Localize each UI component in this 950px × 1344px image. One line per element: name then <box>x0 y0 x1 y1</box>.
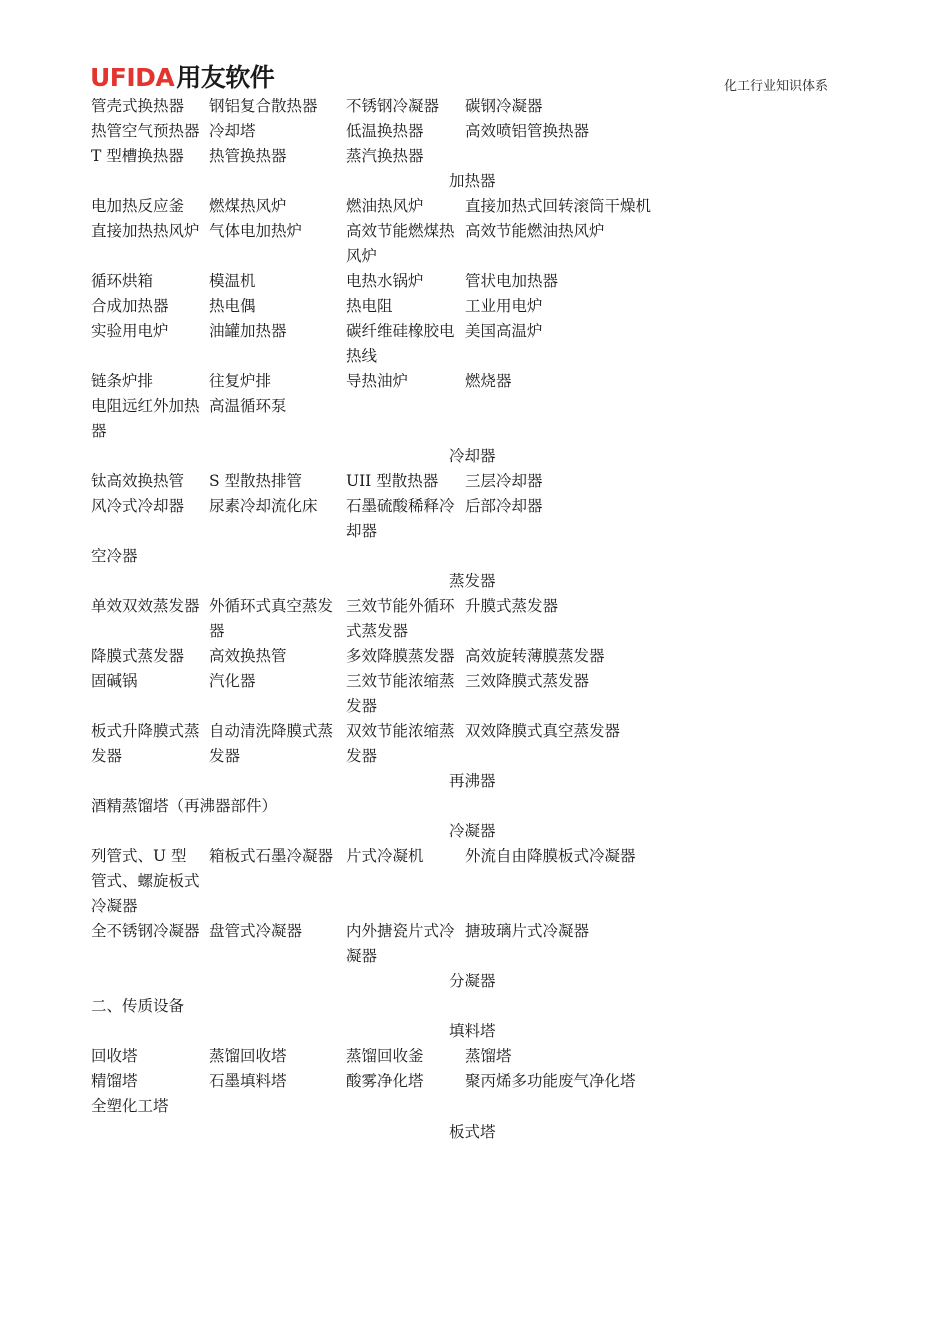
table-cell: 内外搪瓷片式冷凝器 <box>346 922 455 965</box>
table-cell: 双效降膜式真空蒸发器 <box>465 722 621 740</box>
table-cell: 固碱锅 <box>91 672 138 690</box>
table-cell <box>346 394 465 444</box>
table-cell: 回收塔 <box>91 1047 138 1065</box>
section-heading: 冷却器 <box>449 447 496 465</box>
document-category: 化工行业知识体系 <box>724 79 829 94</box>
table-cell: 直接加热热风炉 <box>91 222 200 240</box>
table-cell: 电阻远红外加热器 <box>91 397 200 440</box>
table-row <box>91 394 691 444</box>
table-cell: 后部冷却器 <box>465 497 543 515</box>
table-cell: 三效节能外循环式蒸发器 <box>346 597 455 640</box>
table-cell: 高温循环泵 <box>209 397 287 415</box>
section-heading: 分凝器 <box>449 972 496 990</box>
table-row <box>91 319 691 369</box>
table-cell: 石墨硫酸稀释冷却器 <box>346 497 455 540</box>
list-item: 二、传质设备 <box>91 997 185 1015</box>
table-cell: 气体电加热炉 <box>209 222 303 240</box>
table-cell: 板式升降膜式蒸发器 <box>91 722 200 765</box>
table-cell: 三层冷却器 <box>465 472 543 490</box>
equipment-list <box>91 94 691 1145</box>
table-row <box>91 219 691 269</box>
table-cell: 风冷式冷却器 <box>91 497 185 515</box>
table-row <box>91 369 691 394</box>
section-heading: 冷凝器 <box>449 822 496 840</box>
table-row <box>91 119 691 144</box>
table-cell: 外循环式真空蒸发器 <box>209 597 334 640</box>
table-cell: 合成加热器 <box>91 297 169 315</box>
table-cell: 热管空气预热器 <box>91 122 200 140</box>
list-item: 酒精蒸馏塔（再沸器部件） <box>91 797 278 815</box>
table-cell: UII 型散热器 <box>346 472 439 490</box>
table-row <box>91 844 691 919</box>
table-row <box>91 94 691 119</box>
table-cell: 导热油炉 <box>346 372 409 390</box>
table-cell: 蒸馏塔 <box>465 1047 512 1065</box>
table-cell: 多效降膜蒸发器 <box>346 647 455 665</box>
list-item: 全塑化工塔 <box>91 1097 169 1115</box>
table-cell: 箱板式石墨冷凝器 <box>209 847 334 865</box>
table-row <box>91 194 691 219</box>
table-cell: 三效降膜式蒸发器 <box>465 672 590 690</box>
table-cell: 列管式、U 型管式、螺旋板式冷凝器 <box>91 847 200 915</box>
table-cell: 升膜式蒸发器 <box>465 597 559 615</box>
table-row <box>91 669 691 719</box>
table-cell: 碳钢冷凝器 <box>465 97 543 115</box>
table-cell: 燃煤热风炉 <box>209 197 287 215</box>
table-cell: 不锈钢冷凝器 <box>346 97 440 115</box>
list-item: 空冷器 <box>91 547 138 565</box>
table-cell: 直接加热式回转滚筒干燥机 <box>465 197 652 215</box>
table-cell: 冷却塔 <box>209 122 256 140</box>
table-cell: 碳纤维硅橡胶电热线 <box>346 322 455 365</box>
table-cell: 三效节能浓缩蒸发器 <box>346 672 455 715</box>
table-cell: 酸雾净化塔 <box>346 1072 424 1090</box>
table-cell: 石墨填料塔 <box>209 1072 287 1090</box>
table-row <box>91 644 691 669</box>
table-cell: 高效换热管 <box>209 647 287 665</box>
table-cell: 钢铝复合散热器 <box>209 97 318 115</box>
table-cell: 热管换热器 <box>209 147 287 165</box>
table-row <box>91 144 691 169</box>
table-row <box>91 269 691 294</box>
table-cell: 燃油热风炉 <box>346 197 424 215</box>
table-cell: 美国高温炉 <box>465 322 543 340</box>
table-cell: 热电偶 <box>209 297 256 315</box>
table-cell: 蒸馏回收釜 <box>346 1047 424 1065</box>
table-cell: 电加热反应釜 <box>91 197 185 215</box>
table-cell: 外流自由降膜板式冷凝器 <box>465 847 636 865</box>
table-cell: 蒸馏回收塔 <box>209 1047 287 1065</box>
table-cell: 模温机 <box>209 272 256 290</box>
table-cell: 双效节能浓缩蒸发器 <box>346 722 455 765</box>
table-cell: 汽化器 <box>209 672 256 690</box>
table-cell: 实验用电炉 <box>91 322 169 340</box>
table-cell: 全不锈钢冷凝器 <box>91 922 200 940</box>
table-cell: 单效双效蒸发器 <box>91 597 200 615</box>
table-cell: 循环烘箱 <box>91 272 154 290</box>
section-heading: 加热器 <box>449 172 496 190</box>
table-cell: 管状电加热器 <box>465 272 559 290</box>
table-cell: 工业用电炉 <box>465 297 543 315</box>
table-row <box>91 1044 691 1069</box>
table-cell: 蒸汽换热器 <box>346 147 424 165</box>
table-cell: 精馏塔 <box>91 1072 138 1090</box>
table-cell: 自动清洗降膜式蒸发器 <box>209 722 334 765</box>
section-heading: 板式塔 <box>449 1123 496 1141</box>
section-heading: 再沸器 <box>449 772 496 790</box>
table-cell: S 型散热排管 <box>209 472 303 490</box>
section-heading: 填料塔 <box>449 1022 496 1040</box>
table-cell: T 型槽换热器 <box>91 147 184 165</box>
logo-cjk-text: 用友软件 <box>176 63 275 92</box>
table-cell: 低温换热器 <box>346 122 424 140</box>
table-cell: 尿素冷却流化床 <box>209 497 318 515</box>
table-cell <box>465 144 691 169</box>
table-cell <box>465 394 691 444</box>
table-cell: 往复炉排 <box>209 372 272 390</box>
table-cell: 片式冷凝机 <box>346 847 424 865</box>
table-row <box>91 294 691 319</box>
table-cell: 钛高效换热管 <box>91 472 185 490</box>
table-cell: 聚丙烯多功能废气净化塔 <box>465 1072 636 1090</box>
table-cell: 降膜式蒸发器 <box>91 647 185 665</box>
table-cell: 热电阻 <box>346 297 393 315</box>
table-row <box>91 919 691 969</box>
table-cell: 燃烧器 <box>465 372 512 390</box>
table-cell: 管壳式换热器 <box>91 97 185 115</box>
table-row <box>91 594 691 644</box>
logo-latin-text: UFIDA <box>90 63 175 92</box>
table-cell: 高效节能燃油热风炉 <box>465 222 605 240</box>
table-cell: 链条炉排 <box>91 372 154 390</box>
table-row <box>91 494 691 544</box>
table-cell: 高效旋转薄膜蒸发器 <box>465 647 605 665</box>
table-row <box>91 1069 691 1094</box>
table-cell: 搪玻璃片式冷凝器 <box>465 922 590 940</box>
table-cell: 盘管式冷凝器 <box>209 922 303 940</box>
table-row <box>91 469 691 494</box>
table-row <box>91 719 691 769</box>
table-cell: 高效喷铝管换热器 <box>465 122 590 140</box>
table-cell: 电热水锅炉 <box>346 272 424 290</box>
section-heading: 蒸发器 <box>449 572 496 590</box>
table-cell: 高效节能燃煤热风炉 <box>346 222 455 265</box>
company-logo <box>90 64 274 92</box>
table-cell: 油罐加热器 <box>209 322 287 340</box>
